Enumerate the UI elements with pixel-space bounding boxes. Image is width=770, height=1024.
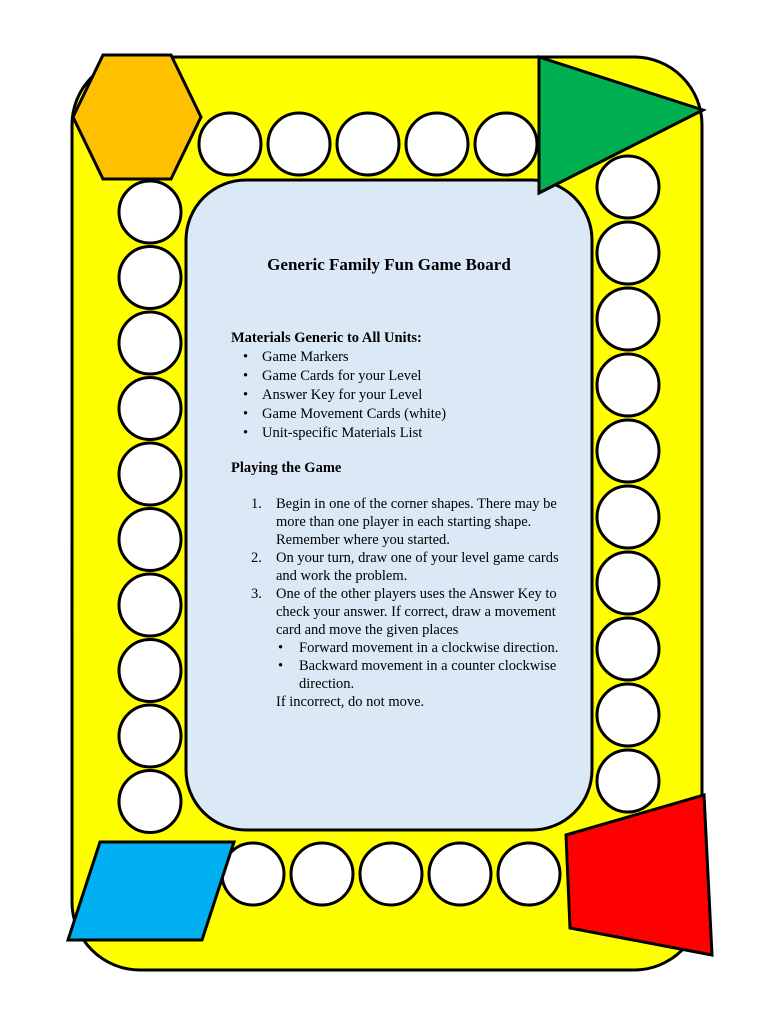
bullet-icon: • — [278, 658, 284, 674]
board-space[interactable] — [119, 181, 181, 243]
playing-heading: Playing the Game — [231, 460, 342, 476]
material-label: Game Cards for your Level — [262, 368, 422, 384]
board-space[interactable] — [119, 247, 181, 309]
board-space[interactable] — [199, 113, 261, 175]
board-space[interactable] — [597, 156, 659, 218]
material-label: Game Movement Cards (white) — [262, 406, 447, 422]
rules-panel — [186, 180, 592, 830]
board-space[interactable] — [268, 113, 330, 175]
board-space[interactable] — [597, 486, 659, 548]
board-space[interactable] — [119, 312, 181, 374]
board-space[interactable] — [360, 843, 422, 905]
board-space[interactable] — [597, 420, 659, 482]
list-item — [231, 405, 446, 424]
list-item — [231, 367, 446, 386]
board-space[interactable] — [597, 684, 659, 746]
material-label: Game Markers — [262, 349, 349, 365]
material-label: Answer Key for your Level — [262, 387, 423, 403]
step-text: On your turn, draw one of your level game cards and work the problem. — [276, 550, 559, 584]
bullet-icon: • — [243, 368, 249, 384]
bullet-icon: • — [243, 425, 249, 441]
board-space[interactable] — [597, 618, 659, 680]
board-space[interactable] — [119, 443, 181, 505]
bullet-icon: • — [243, 349, 249, 365]
board-space[interactable] — [119, 640, 181, 702]
bullet-icon: • — [243, 406, 249, 422]
board-space[interactable] — [597, 354, 659, 416]
board-space[interactable] — [119, 378, 181, 440]
board-space[interactable] — [119, 771, 181, 833]
list-item — [276, 639, 581, 657]
bullet-icon: • — [243, 387, 249, 403]
list-item — [276, 657, 581, 693]
list-item — [231, 386, 446, 405]
movement-text: Backward movement in a counter clockwise direction. — [299, 658, 557, 692]
step-text: Begin in one of the corner shapes. There may be more than one player in each starting shape. Remember where you started. — [276, 496, 557, 548]
step-item — [231, 585, 581, 693]
board-space[interactable] — [337, 113, 399, 175]
rules-steps — [231, 495, 581, 711]
board-space[interactable] — [119, 705, 181, 767]
incorrect-note: If incorrect, do not move. — [276, 694, 425, 710]
board-space[interactable] — [429, 843, 491, 905]
step-number: 3. — [251, 586, 262, 602]
list-item — [231, 424, 446, 443]
list-item — [231, 348, 446, 367]
step-text: One of the other players uses the Answer Key to check your answer. If correct, draw a movement card and move the given places — [276, 586, 557, 638]
board-space[interactable] — [475, 113, 537, 175]
materials-heading: Materials Generic to All Units: — [231, 330, 422, 346]
board-space[interactable] — [597, 552, 659, 614]
board-space[interactable] — [119, 509, 181, 571]
bullet-icon: • — [278, 640, 284, 656]
step-item — [231, 495, 581, 549]
material-label: Unit-specific Materials List — [262, 425, 423, 441]
board-space[interactable] — [291, 843, 353, 905]
page-title: Generic Family Fun Game Board — [267, 255, 511, 274]
materials-list — [231, 348, 446, 443]
board-space[interactable] — [597, 288, 659, 350]
step-number: 1. — [251, 496, 262, 512]
board-space[interactable] — [119, 574, 181, 636]
board-space[interactable] — [597, 222, 659, 284]
movement-list — [276, 639, 581, 693]
step-item — [231, 549, 581, 585]
step-number: 2. — [251, 550, 262, 566]
board-space[interactable] — [498, 843, 560, 905]
movement-text: Forward movement in a clockwise direction. — [299, 640, 559, 656]
board-space[interactable] — [406, 113, 468, 175]
board-space[interactable] — [597, 750, 659, 812]
